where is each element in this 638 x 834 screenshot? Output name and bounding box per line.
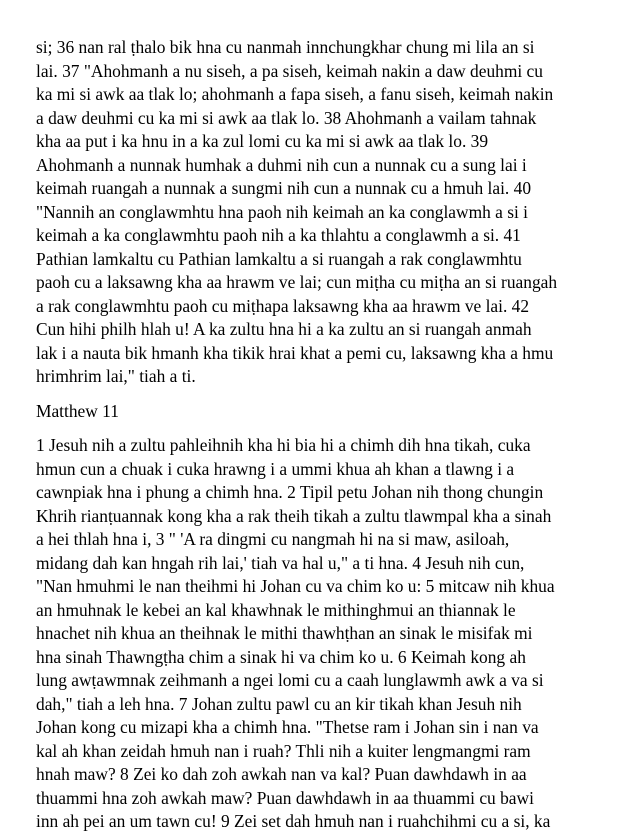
chapter-heading: Matthew 11 [36,400,119,421]
paragraph-matthew-10-end: si; 36 nan ral ṭhalo bik hna cu nanmah innchungkhar chung mi lila an si lai. 37 "Ahohmanh a nu siseh, a pa siseh, keimah nakin a daw deuhmi cu ka mi si awk aa tlak lo; ahohmanh a fapa siseh, a fanu siseh, keimah nakin a daw deuhmi cu ka mi si awk aa tlak lo. 38 Ahohmanh a vailam tahnak kha aa put i ka hnu in a ka zul lomi cu ka mi si awk aa tlak lo. 39 Ahohmanh a nunnak humhak a duhmi nih cun a nunnak cu a sung lai i keimah ruangah a nunnak a sungmi nih cun a nunnak cu a hmuh lai. 40 "Nannih an conglawmhtu hna paoh nih keimah an ka conglawmh a si i keimah a ka conglawmhtu paoh nih a ka thlahtu a conglawmh a si. 41 Pathian lamkaltu cu Pathian lamkaltu a si ruangah a rak conglawmhtu paoh cu a laksawng kha aa hrawm ve lai; cun miṭha cu miṭha an si ruangah a rak conglawmhtu paoh cu miṭhapa laksawng kha aa hrawm ve lai. 42 Cun hihi philh hlah u! A ka zultu hna hi a ka zultu an si ruangah anmah lak i a nauta bik hmanh kha tikik hrai khat a pemi cu, laksawng kha a hmu hrimhrim lai," tiah a ti. [36,37,558,386]
document-page [36,36,602,834]
paragraph-matthew-11: 1 Jesuh nih a zultu pahleihnih kha hi bia hi a chimh dih hna tikah, cuka hmun cun a chuak i cuka hrawng i a ummi khua ah khan a tlawng i a cawnpiak hna i phung a chimh hna. 2 Tipil petu Johan nih thong chungin Khrih rianṭuannak kong kha a rak theih tikah a zultu tlawmpal kha a sinah a hei thlah hna i, 3 " 'A ra dingmi cu nangmah hi na si maw, asiloah, midang dah kan hngah rih lai,' tiah va hal u," a ti hna. 4 Jesuh nih cun, "Nan hmuhmi le nan theihmi hi Johan cu va chim ko u: 5 mitcaw nih khua an hmuhnak le kebei an kal khawhnak le mithinghmui an thiannak le hnachet nih khua an theihnak le mithi thawhṭhan an sinak le misifak mi hna sinah Thawngṭha chim a sinak hi va chim ko u. 6 Keimah kong ah lung awṭawmnak zeihmanh a ngei lomi cu a caah lunglawmh awk a va si dah," tiah a leh hna. 7 Johan zultu pawl cu an kir tikah khan Jesuh nih Johan kong cu mizapi kha a chimh hna. "Thetse ram i Johan sin i nan va kal ah khan zeidah hmuh nan i ruah? Thli nih a kuiter lengmangmi ram hnah maw? 8 Zei ko dah zoh awkah nan va kal? Puan dawhdawh in aa thuammi hna zoh awkah maw? Puan dawhdawh in aa thuammi cu bawi inn ah pei an um tawn cu! 9 Zei set dah hmuh nan i ruahchihmi cu a si, ka [36,435,555,831]
